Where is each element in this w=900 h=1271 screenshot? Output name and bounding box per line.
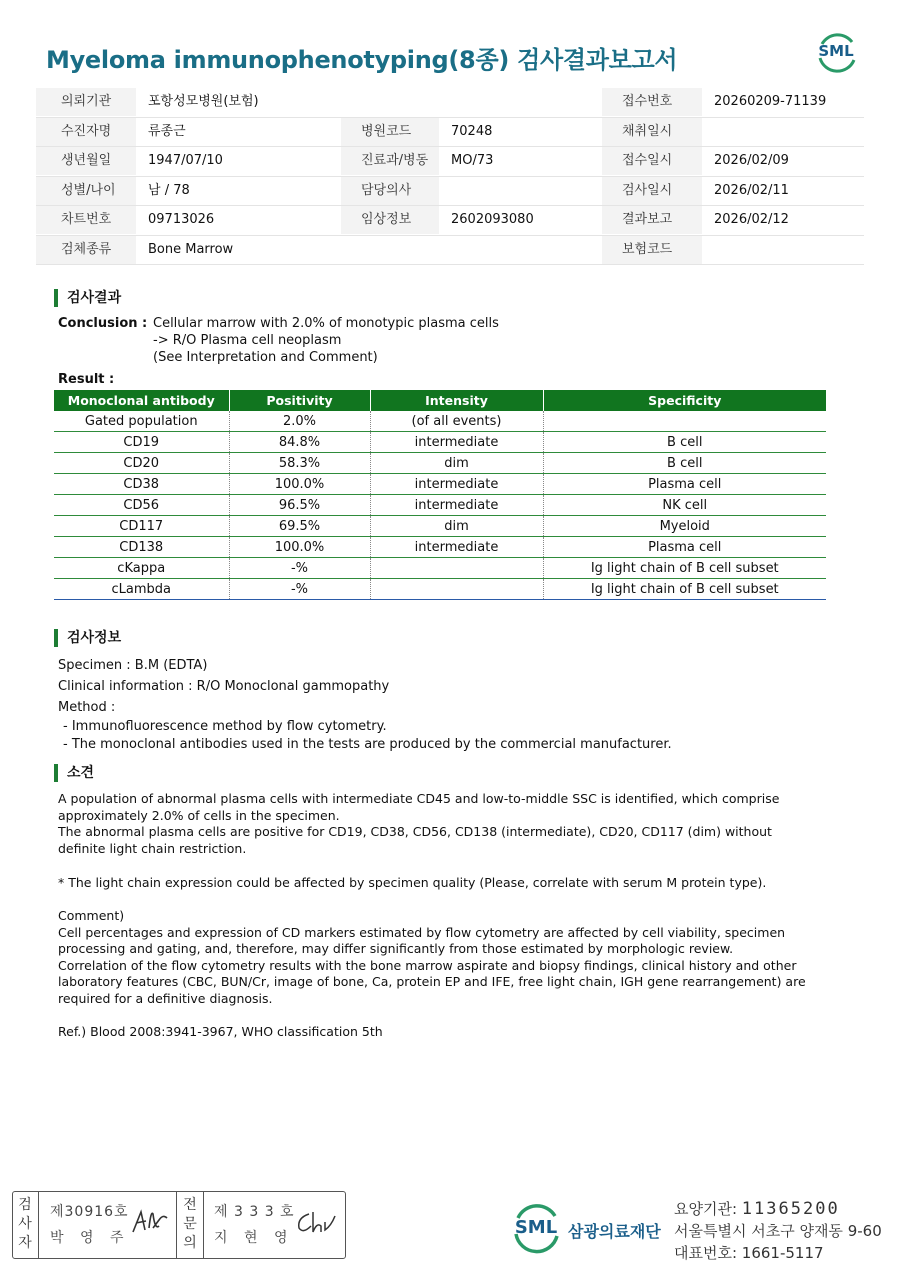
table-row [54,432,826,453]
signer2-role [180,1196,200,1253]
cell-specificity [543,411,826,432]
info-value: 2026/02/12 [714,212,789,227]
agency-line [674,1198,882,1220]
cell-positivity: 96.5% [229,495,370,516]
info-label: 차트번호 [36,206,136,234]
info-row [36,236,864,266]
signature-box [12,1191,346,1259]
signer2-name: 지 현 영 [214,1230,294,1246]
info-value [702,236,864,264]
cell-positivity: 69.5% [229,516,370,537]
text-line: approximately 2.0% of cells in the specimen. [58,807,340,823]
cell-intensity: intermediate [370,432,543,453]
signer1-role [15,1196,35,1253]
org-contact [674,1198,882,1264]
info-label: 결과보고 [602,206,702,234]
text-line: laboratory features (CBC, BUN/Cr, image of bone, Ca, protein EP and IFE, free light chain, IGH gene rearrangement) are [58,974,806,990]
text-line: required for a definitive diagnosis. [58,990,273,1006]
conclusion-label: Conclusion : [58,316,148,331]
info-value: MO/73 [451,153,494,168]
conclusion-line: (See Interpretation and Comment) [153,350,378,365]
cell-specificity: Plasma cell [543,474,826,495]
method-line: - Immunofluorescence method by flow cytometry. [63,719,387,734]
info-label: 임상정보 [341,206,439,234]
divider [38,1192,39,1258]
info-value: 2602093080 [451,212,534,227]
divider [176,1192,177,1258]
info-row [36,147,864,177]
cell-intensity: dim [370,453,543,474]
light-chain-note: * The light chain expression could be affected by specimen quality (Please, correlate with serum M protein type). [58,875,767,890]
cell-antibody: CD138 [54,537,229,558]
info-label: 채취일시 [602,118,702,146]
method-label: Method : [58,700,116,715]
info-row [36,118,864,148]
table-row [54,474,826,495]
signature-1-icon [129,1206,171,1238]
cell-antibody: CD117 [54,516,229,537]
sml-logo-text: SML [818,42,854,60]
cell-positivity: 84.8% [229,432,370,453]
column-header: Intensity [370,390,543,411]
section-heading-test-info: 검사정보 [54,629,121,647]
info-value: 류종근 [148,123,186,139]
cell-antibody: cKappa [54,558,229,579]
section-heading-results: 검사결과 [54,289,121,307]
column-header: Positivity [229,390,370,411]
info-value: 09713026 [148,212,215,227]
signature-2-icon [293,1208,337,1238]
conclusion-line: -> R/O Plasma cell neoplasm [153,333,342,348]
signer1-license: 제30916호 [50,1204,129,1220]
phone-label: 대표번호: [674,1244,738,1262]
info-row [36,88,864,118]
cell-intensity [370,579,543,600]
info-value [702,118,864,146]
cell-positivity: -% [229,558,370,579]
table-row [54,411,826,432]
info-label: 병원코드 [341,118,439,146]
text-line: The abnormal plasma cells are positive for CD19, CD38, CD56, CD138 (intermediate), CD20, CD117 (dim) without [58,824,772,840]
cell-antibody: CD19 [54,432,229,453]
opinion-paragraph [58,791,838,857]
text-line: definite light chain restriction. [58,840,247,856]
info-label: 성별/나이 [36,177,136,205]
info-label: 의뢰기관 [36,88,136,116]
result-table [54,390,826,600]
cell-specificity: Ig light chain of B cell subset [543,558,826,579]
method-line: - The monoclonal antibodies used in the tests are produced by the commercial manufacturer. [63,737,672,752]
info-value: 1947/07/10 [148,153,223,168]
role-char: 검 [18,1197,32,1213]
cell-intensity: intermediate [370,495,543,516]
info-label: 생년월일 [36,147,136,175]
info-value: Bone Marrow [148,241,234,257]
address: 서울특별시 서초구 양재동 9-60 [674,1222,882,1240]
conclusion-line: Cellular marrow with 2.0% of monotypic plasma cells [153,316,499,331]
divider [203,1192,204,1258]
org-logo-text: SML [514,1217,558,1238]
table-row [54,579,826,600]
cell-intensity: (of all events) [370,411,543,432]
sml-logo-icon [812,28,860,76]
cell-antibody: CD56 [54,495,229,516]
specimen-text: Specimen : B.M (EDTA) [58,658,208,673]
info-label: 접수일시 [602,147,702,175]
table-row [54,516,826,537]
text-line: Comment) [58,908,125,923]
cell-antibody: Gated population [54,411,229,432]
info-value: 포항성모병원(보험) [148,94,259,109]
info-label: 진료과/병동 [341,147,439,175]
cell-specificity: Ig light chain of B cell subset [543,579,826,600]
comment-paragraph [58,908,838,1008]
result-label: Result : [58,372,115,387]
signer1-name: 박 영 주 [50,1230,130,1246]
info-value [439,177,599,205]
role-char: 문 [183,1216,197,1232]
role-char: 사 [18,1216,32,1232]
section-heading-opinion: 소견 [54,764,94,782]
text-line: Cell percentages and expression of CD markers estimated by flow cytometry are affected by cell viability, specimen [58,924,786,940]
info-label: 접수번호 [602,88,702,116]
text-line: Correlation of the flow cytometry results with the bone marrow aspirate and biopsy findings, clinical history and other [58,957,797,973]
cell-positivity: 2.0% [229,411,370,432]
agency-label: 요양기관: [674,1200,738,1218]
agency-code: 11365200 [741,1199,840,1219]
cell-intensity: intermediate [370,537,543,558]
role-char: 의 [183,1235,197,1251]
cell-specificity: B cell [543,453,826,474]
info-row [36,206,864,236]
cell-intensity: dim [370,516,543,537]
cell-specificity: Plasma cell [543,537,826,558]
column-header: Specificity [543,390,826,411]
role-char: 전 [183,1197,197,1213]
page-title: Myeloma immunophenotyping(8종) 검사결과보고서 [46,46,678,74]
info-label: 수진자명 [36,118,136,146]
org-logo-icon [508,1200,564,1256]
cell-specificity: NK cell [543,495,826,516]
info-value: 70248 [451,123,493,139]
info-label: 보험코드 [602,236,702,264]
table-row [54,558,826,579]
clinical-info-text: Clinical information : R/O Monoclonal gammopathy [58,679,390,694]
cell-positivity: 100.0% [229,474,370,495]
table-row [54,453,826,474]
info-value: 2026/02/09 [714,153,789,168]
phone-line [674,1242,882,1264]
info-label: 담당의사 [341,177,439,205]
column-header: Monoclonal antibody [54,390,229,411]
info-value: 2026/02/11 [714,182,789,198]
cell-antibody: cLambda [54,579,229,600]
text-line: processing and gating, and, therefore, may differ significantly from those estimated by morphologic review. [58,941,734,957]
table-row [54,537,826,558]
cell-intensity [370,558,543,579]
cell-positivity: 58.3% [229,453,370,474]
table-header-row [54,390,826,411]
cell-antibody: CD20 [54,453,229,474]
phone-number: 1661-5117 [741,1244,824,1262]
info-value: 남 / 78 [148,182,190,198]
text-line: A population of abnormal plasma cells with intermediate CD45 and low-to-middle SSC is identified, which comprise [58,791,780,806]
signer2-license: 제 3 3 3 호 [214,1204,295,1220]
reference-text: Ref.) Blood 2008:3941-3967, WHO classification 5th [58,1024,383,1039]
cell-intensity: intermediate [370,474,543,495]
patient-info-grid [36,88,864,265]
cell-positivity: -% [229,579,370,600]
cell-specificity: Myeloid [543,516,826,537]
cell-antibody: CD38 [54,474,229,495]
table-row [54,495,826,516]
info-label: 검사일시 [602,177,702,205]
info-value: 20260209-71139 [714,94,827,109]
role-char: 자 [18,1235,32,1251]
cell-specificity: B cell [543,432,826,453]
info-row [36,177,864,207]
cell-positivity: 100.0% [229,537,370,558]
org-name: 삼광의료재단 [568,1222,661,1241]
info-label: 검체종류 [36,236,136,264]
